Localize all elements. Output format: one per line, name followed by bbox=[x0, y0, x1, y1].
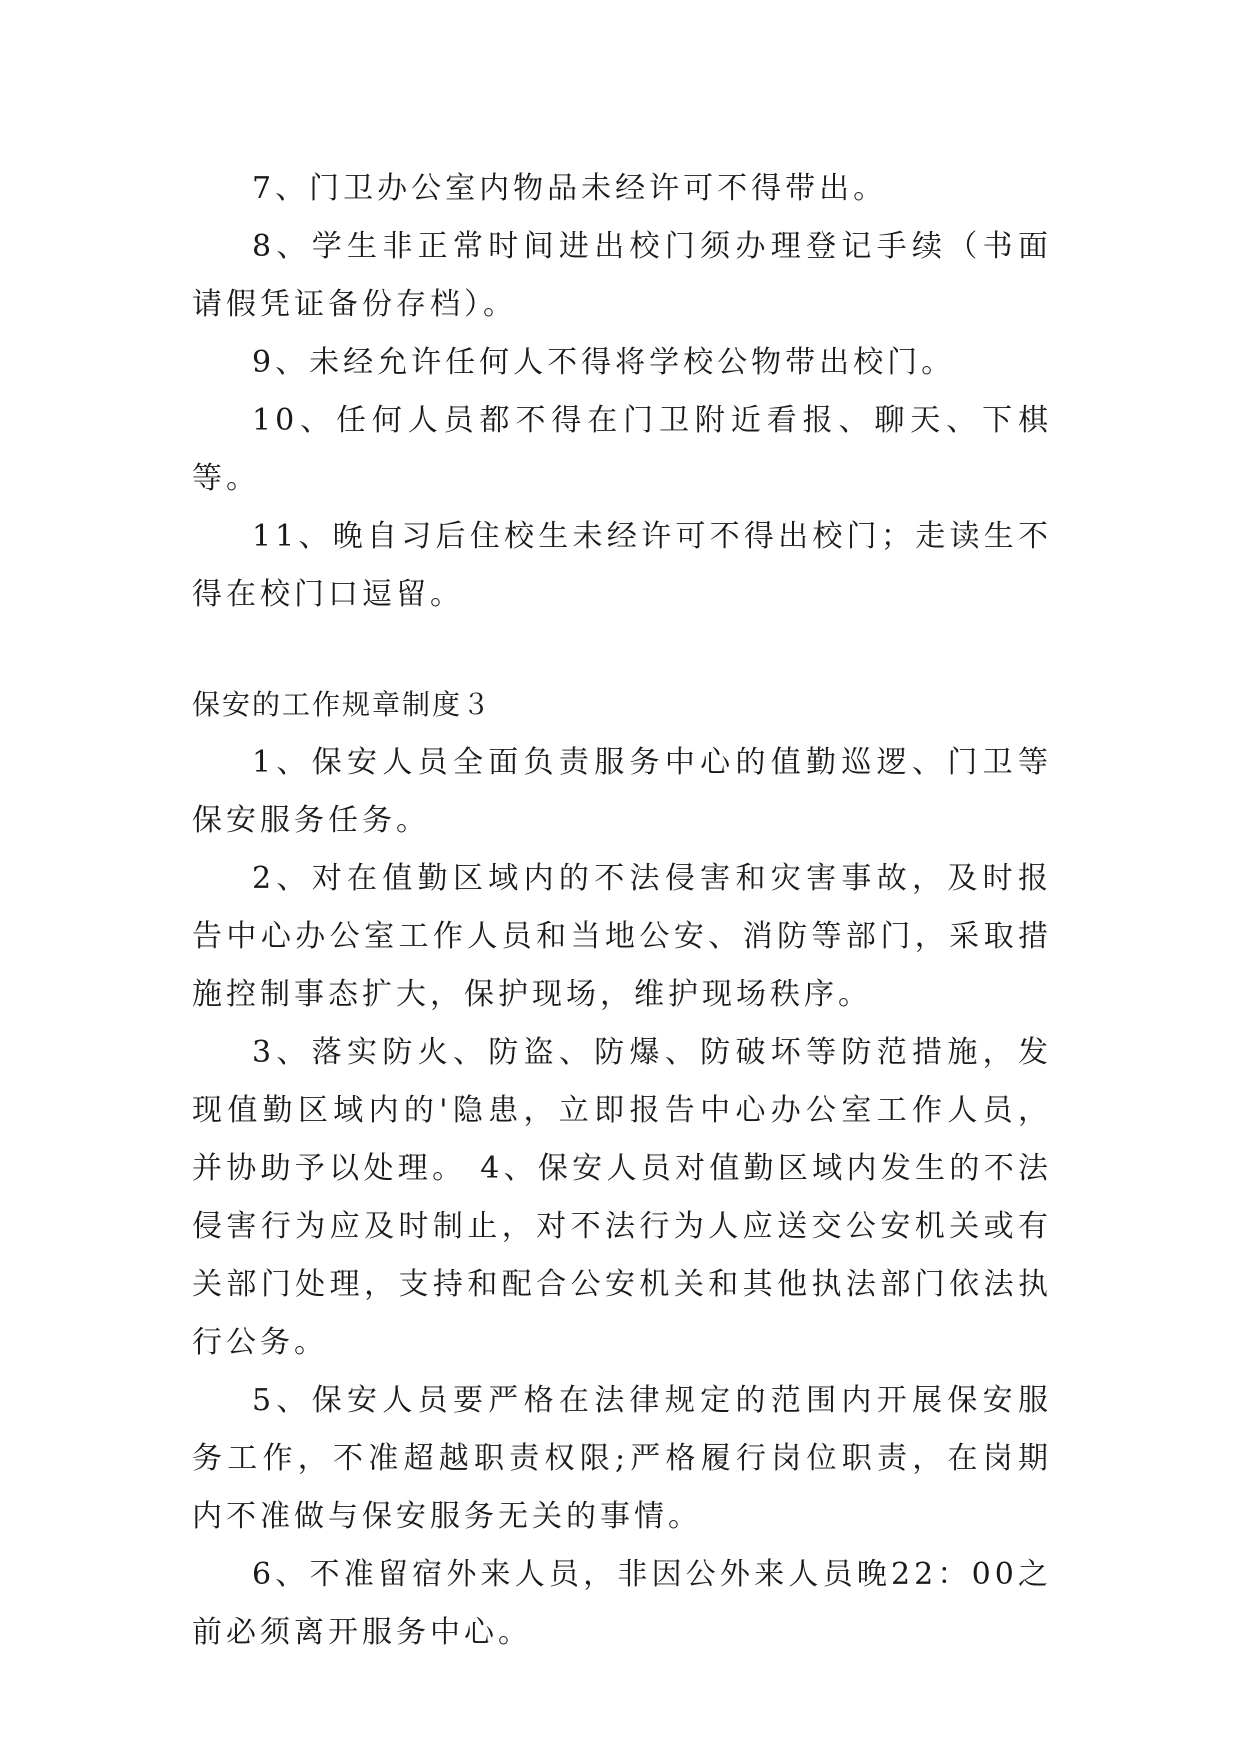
paragraph-rule-10: 10、任何人员都不得在门卫附近看报、聊天、下棋等。 bbox=[192, 403, 1052, 496]
paragraph-rule-9: 9、未经允许任何人不得将学校公物带出校门。 bbox=[252, 345, 956, 380]
paragraph-security-rule-5: 5、保安人员要严格在法律规定的范围内开展保安服务工作，不准超越职责权限;严格履行岗位职责，在岗期内不准做与保安服务无关的事情。 bbox=[192, 1383, 1052, 1534]
paragraph-rule-7: 7、门卫办公室内物品未经许可不得带出。 bbox=[252, 171, 888, 206]
paragraph-security-rule-6: 6、不准留宿外来人员，非因公外来人员晚22：00之前必须离开服务中心。 bbox=[192, 1557, 1052, 1650]
paragraph-rule-8: 8、学生非正常时间进出校门须办理登记手续（书面请假凭证备份存档）。 bbox=[192, 229, 1052, 322]
paragraph-security-rule-1: 1、保安人员全面负责服务中心的值勤巡逻、门卫等保安服务任务。 bbox=[192, 745, 1052, 838]
document-page bbox=[192, 160, 1052, 1662]
paragraph-security-rule-2: 2、对在值勤区域内的不法侵害和灾害事故，及时报告中心办公室工作人员和当地公安、消防等部门，采取措施控制事态扩大，保护现场，维护现场秩序。 bbox=[192, 861, 1052, 1012]
paragraph-rule-11: 11、晚自习后住校生未经许可不得出校门；走读生不得在校门口逗留。 bbox=[192, 519, 1052, 612]
section-title: 保安的工作规章制度３ bbox=[192, 688, 493, 721]
paragraph-security-rule-3-4: 3、落实防火、防盗、防爆、防破坏等防范措施，发现值勤区域内的'隐患，立即报告中心办公室工作人员，并协助予以处理。 4、保安人员对值勤区域内发生的不法侵害行为应及时制止，对不法行为人应送交公安机关或有关部门处理，支持和配合公安机关和其他执法部门依法执行公务。 bbox=[192, 1035, 1052, 1360]
